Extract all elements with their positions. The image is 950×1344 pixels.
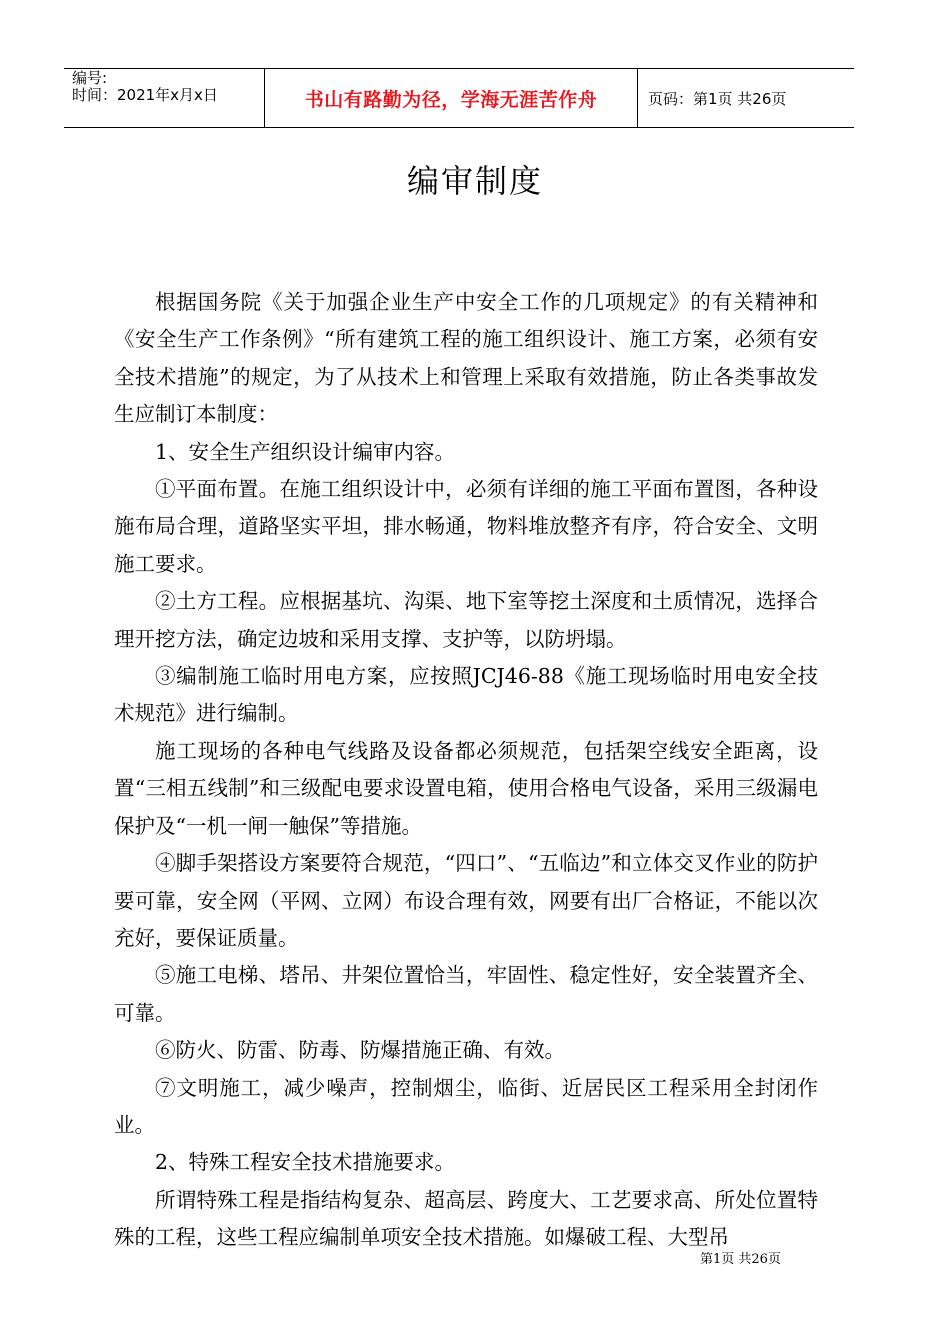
document-title: 编审制度 (406, 162, 543, 200)
page-footer: 第1页 共26页 (700, 1252, 781, 1267)
paragraph: ③编制施工临时用电方案，应按照JCJ46-88《施工现场临时用电安全技术规范》进行编制。 (114, 664, 818, 726)
header-motto: 书山有路勤为径，学海无涯苦作舟 (265, 69, 638, 127)
paragraph: ④脚手架搭设方案要符合规范，“四口”、“五临边”和立体交叉作业的防护要可靠，安全网（平网、立网）布设合理有效，网要有出厂合格证，不能以次充好，要保证质量。 (114, 851, 818, 950)
paragraph: 1、安全生产组织设计编审内容。 (155, 439, 456, 464)
header-page-label: 页码：第1页 共26页 (648, 89, 787, 108)
document-time-label: 时间：2021年x月x日 (72, 86, 218, 104)
document-body (114, 284, 818, 1257)
paragraph: ①平面布置。在施工组织设计中，必须有详细的施工平面布置图，各种设施布局合理，道路坚实平坦，排水畅通，物料堆放整齐有序，符合安全、文明施工要求。 (114, 477, 818, 576)
document-number-label: 编号: (72, 69, 108, 87)
paragraph: 所谓特殊工程是指结构复杂、超高层、跨度大、工艺要求高、所处位置特殊的工程，这些工程应编制单项安全技术措施。如爆破工程、大型吊 (114, 1187, 818, 1250)
paragraph: ⑦文明施工，减少噪声，控制烟尘，临街、近居民区工程采用全封闭作业。 (114, 1075, 818, 1137)
paragraph: ②土方工程。应根据基坑、沟渠、地下室等挖土深度和土质情况，选择合理开挖方法，确定边坡和采用支撑、支护等，以防坍塌。 (114, 589, 818, 651)
document-header (64, 68, 854, 128)
header-meta (64, 69, 265, 127)
paragraph: ⑤施工电梯、塔吊、井架位置恰当，牢固性、稳定性好，安全装置齐全、可靠。 (114, 963, 818, 1025)
paragraph: 根据国务院《关于加强企业生产中安全工作的几项规定》的有关精神和《安全生产工作条例》“所有建筑工程的施工组织设计、施工方案，必须有安全技术措施”的规定，为了从技术上和管理上采取有效措施，防止各类事故发生应制订本制度： (114, 290, 818, 427)
paragraph: 2、特殊工程安全技术措施要求。 (155, 1150, 456, 1175)
paragraph: ⑥防火、防雷、防毒、防爆措施正确、有效。 (155, 1038, 565, 1063)
paragraph: 施工现场的各种电气线路及设备都必须规范，包括架空线安全距离，设置“三相五线制”和三级配电要求设置电箱，使用合格电气设备，采用三级漏电保护及“一机一闸一触保”等措施。 (114, 738, 818, 838)
